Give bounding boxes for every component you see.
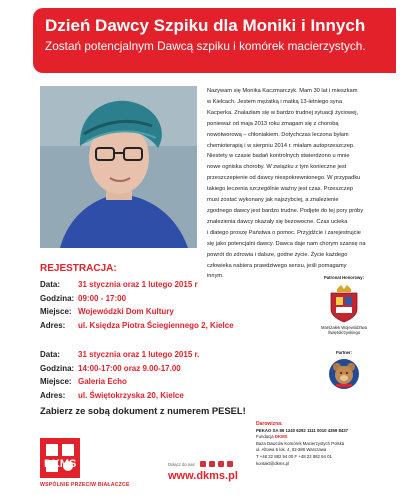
dkms-logo xyxy=(40,430,150,490)
bio-line: innym. xyxy=(207,273,224,280)
bio-line: znalezienia dawcy okazały się bezowocne. Czas ucieka xyxy=(207,218,348,225)
bio-line: nowe ogniska choroby. W związku z tym konieczne jest xyxy=(207,164,347,171)
event-address-row xyxy=(40,389,199,403)
address-line: ul. Altowa 6 lok. 4, 02-386 Warszawa xyxy=(256,447,327,453)
event-date: 31 stycznia oraz 1 lutego 2015 r xyxy=(78,280,198,289)
bio-line: i dlatego proszę Państwa o pomoc. Przyjdźcie i zarejestrujcie xyxy=(207,229,361,236)
time-label: Godzina: xyxy=(40,293,75,303)
event-address: ul. Księdza Piotra Ściegiennego 2, Kielce xyxy=(78,320,234,330)
event-time-row xyxy=(40,362,199,376)
youtube-icon[interactable] xyxy=(218,461,224,467)
social-links xyxy=(168,461,233,467)
bio-line: nowotworową – chłoniakiem. Dotychczas leczona byłam xyxy=(207,131,349,138)
bio-line: powrót do zdrowia i dalsze, godne życie. Życie każdego xyxy=(207,251,348,258)
address-label: Adres: xyxy=(40,390,66,400)
event-block-1 xyxy=(40,278,234,332)
bio-line: przeszczepienie od dawcy niespokrewnionego. W przypadku xyxy=(207,175,361,182)
facebook-icon[interactable] xyxy=(200,461,206,467)
page-subtitle: Zostań potencjalnym Dawcą szpiku i komórek macierzystych. xyxy=(45,39,366,53)
patron-section xyxy=(300,275,388,335)
place-label: Miejsce: xyxy=(40,307,72,316)
event-address-row xyxy=(40,319,234,333)
page-title: Dzień Dawcy Szpiku dla Moniki i Innych xyxy=(45,16,366,35)
bio-line: ponieważ od maja 2013 roku zmagam się z chorobą xyxy=(207,120,339,127)
event-date-row xyxy=(40,278,234,292)
bio-line: zgodnego dawcy jest bardzo trudne. Podjęte do tej pory próby xyxy=(207,207,364,214)
portrait-illustration xyxy=(40,86,197,248)
twitter-icon[interactable] xyxy=(209,461,215,467)
bio-line: Niestety w czasie badań kontrolnych stwierdzono u mnie xyxy=(207,153,350,160)
date-label: Data: xyxy=(40,280,61,289)
place-label: Miejsce: xyxy=(40,377,72,386)
foundation-name: Fundacja DKMS xyxy=(256,434,288,440)
bio-text xyxy=(207,86,380,282)
bio-line: człowieka nabiera prawdziwego sensu, jeśli pomagamy xyxy=(207,262,347,269)
event-time: 14:00-17:00 oraz 9.00-17.00 xyxy=(78,363,181,373)
email-line: kontakt@dkms.pl xyxy=(256,460,290,466)
event-date: 31 stycznia oraz 1 lutego 2015 r. xyxy=(78,350,200,359)
pesel-note: Zabierz ze sobą dokument z numerem PESEL! xyxy=(40,405,246,416)
bio-line: Nazywam się Monika Kaczmarczyk. Mam 30 lat i mieszkam xyxy=(207,88,358,94)
partner-label: Partner: xyxy=(335,350,353,355)
donation-info xyxy=(256,421,406,467)
event-address: ul. Świętokrzyska 20, Kielce xyxy=(78,390,184,400)
crown-emblem-icon xyxy=(327,283,361,323)
bio-line: chemioterapią i w sierpniu 2014 r. miałam autoprzeszczep. xyxy=(207,142,355,149)
patron-name: Świętokrzyskiego xyxy=(327,330,361,335)
social-label: Dołącz do nas xyxy=(168,461,195,467)
patron-name: Marszałek Województwa xyxy=(320,325,367,330)
event-place-row xyxy=(40,305,234,319)
registration-title: REJESTRACJA: xyxy=(40,263,117,274)
event-time-row xyxy=(40,292,234,306)
patron-label: Patronat Honorowy: xyxy=(323,275,364,280)
partner-section xyxy=(300,350,388,390)
event-time: 09:00 - 17:00 xyxy=(78,293,127,303)
event-place: Galeria Echo xyxy=(78,377,127,386)
brand-name: DKMS xyxy=(44,458,77,470)
website-link[interactable]: www.dkms.pl xyxy=(168,470,238,482)
bio-line: w Kielcach. Jestem mężatką i matką 13-letniego syna xyxy=(207,98,342,105)
donation-heading: Darowizna: xyxy=(256,421,283,427)
header-banner xyxy=(33,8,396,73)
brand-slogan: WSPÓLNIE PRZECIW BIAŁACZCE xyxy=(40,482,130,488)
bio-line: się jako potencjalni dawcy. Dawca daje nam chorym szansę na xyxy=(207,240,366,247)
event-place: Wojewódzki Dom Kultury xyxy=(78,307,174,316)
bank-account: PEKAO SA 86 1240 6292 1111 0010 4359 8437 xyxy=(256,427,349,433)
event-block-2 xyxy=(40,348,199,402)
bio-line: musi zostać wykonany jak najszybciej, a znalezienie xyxy=(207,197,339,204)
address-label: Adres: xyxy=(40,320,66,330)
portrait-photo xyxy=(40,86,197,248)
bio-line: takiego leczenia szczególnie ważny jest czas. Przeszczep xyxy=(207,186,354,193)
bio-line: Kacperka. Znalazłam się w bardzo trudnej sytuacji życiowej, xyxy=(207,109,359,116)
phone-line: T +48 22 882 94 00 F +48 22 882 94 01 xyxy=(256,453,332,459)
teddy-bear-icon xyxy=(328,358,360,390)
time-label: Godzina: xyxy=(40,363,75,373)
address-line: Baza Dawców Komórek Macierzystych Polska xyxy=(256,440,345,446)
instagram-icon[interactable] xyxy=(227,461,233,467)
date-label: Data: xyxy=(40,350,61,359)
event-place-row xyxy=(40,375,199,389)
event-date-row xyxy=(40,348,199,362)
